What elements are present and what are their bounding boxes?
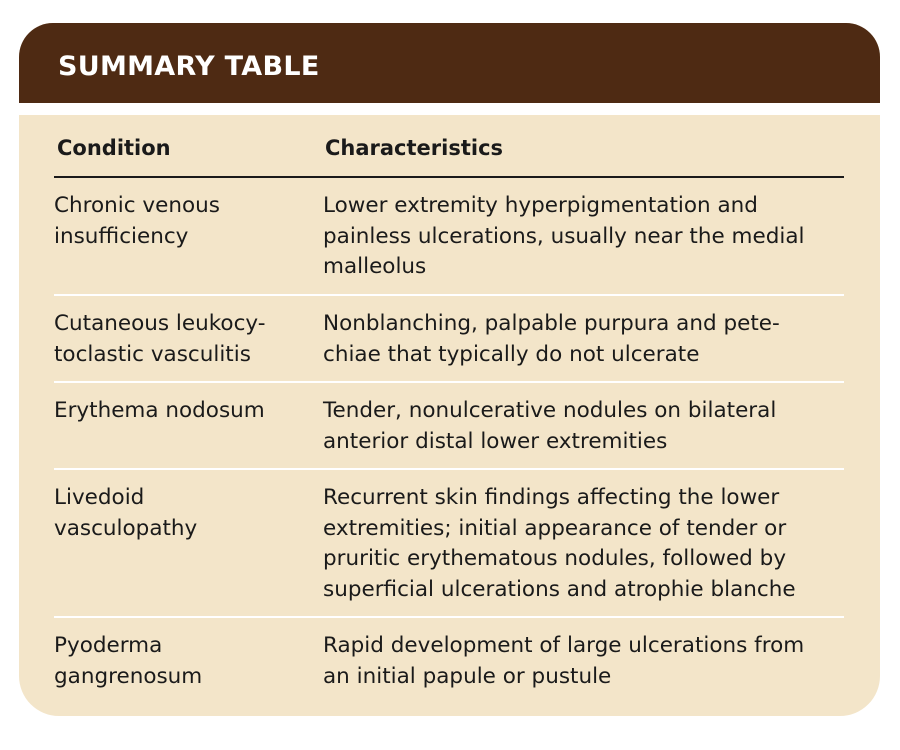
- table-head: [54, 115, 844, 178]
- characteristics-cell: Recurrent skin findings affecting the lower extremities; initial appearance of tender or pruritic erythematous nodules, followed by superficial ulcerations and atrophie blanche: [323, 485, 796, 602]
- column-header-condition: Condition: [57, 136, 171, 160]
- condition-cell: Livedoid vasculopathy: [54, 485, 198, 541]
- characteristics-cell: Tender, nonulcerative nodules on bilateral anterior distal lower extremities: [323, 398, 777, 454]
- condition-cell: Pyoderma gangrenosum: [54, 633, 203, 689]
- condition-cell: Erythema nodosum: [54, 398, 265, 423]
- table-row: [54, 470, 844, 618]
- table-row: [54, 618, 844, 703]
- table-row: [54, 296, 844, 383]
- column-header-characteristics: Characteristics: [325, 136, 504, 160]
- table-title: SUMMARY TABLE: [58, 51, 320, 82]
- header-separator: [19, 103, 880, 115]
- characteristics-cell: Nonblanching, palpable purpura and pete- chiae that typically do not ulcerate: [323, 311, 780, 367]
- table-row: [54, 383, 844, 470]
- table-header-bar: [19, 23, 880, 103]
- condition-cell: Cutaneous leukocy- toclastic vasculitis: [54, 311, 266, 367]
- condition-cell: Chronic venous insufficiency: [54, 193, 220, 249]
- characteristics-cell: Lower extremity hyperpigmentation and painless ulcerations, usually near the medial malleolus: [323, 193, 805, 279]
- table-row: [54, 178, 844, 296]
- summary-table-card: [19, 23, 880, 716]
- summary-table: [54, 115, 844, 703]
- characteristics-cell: Rapid development of large ulcerations from an initial papule or pustule: [323, 633, 805, 689]
